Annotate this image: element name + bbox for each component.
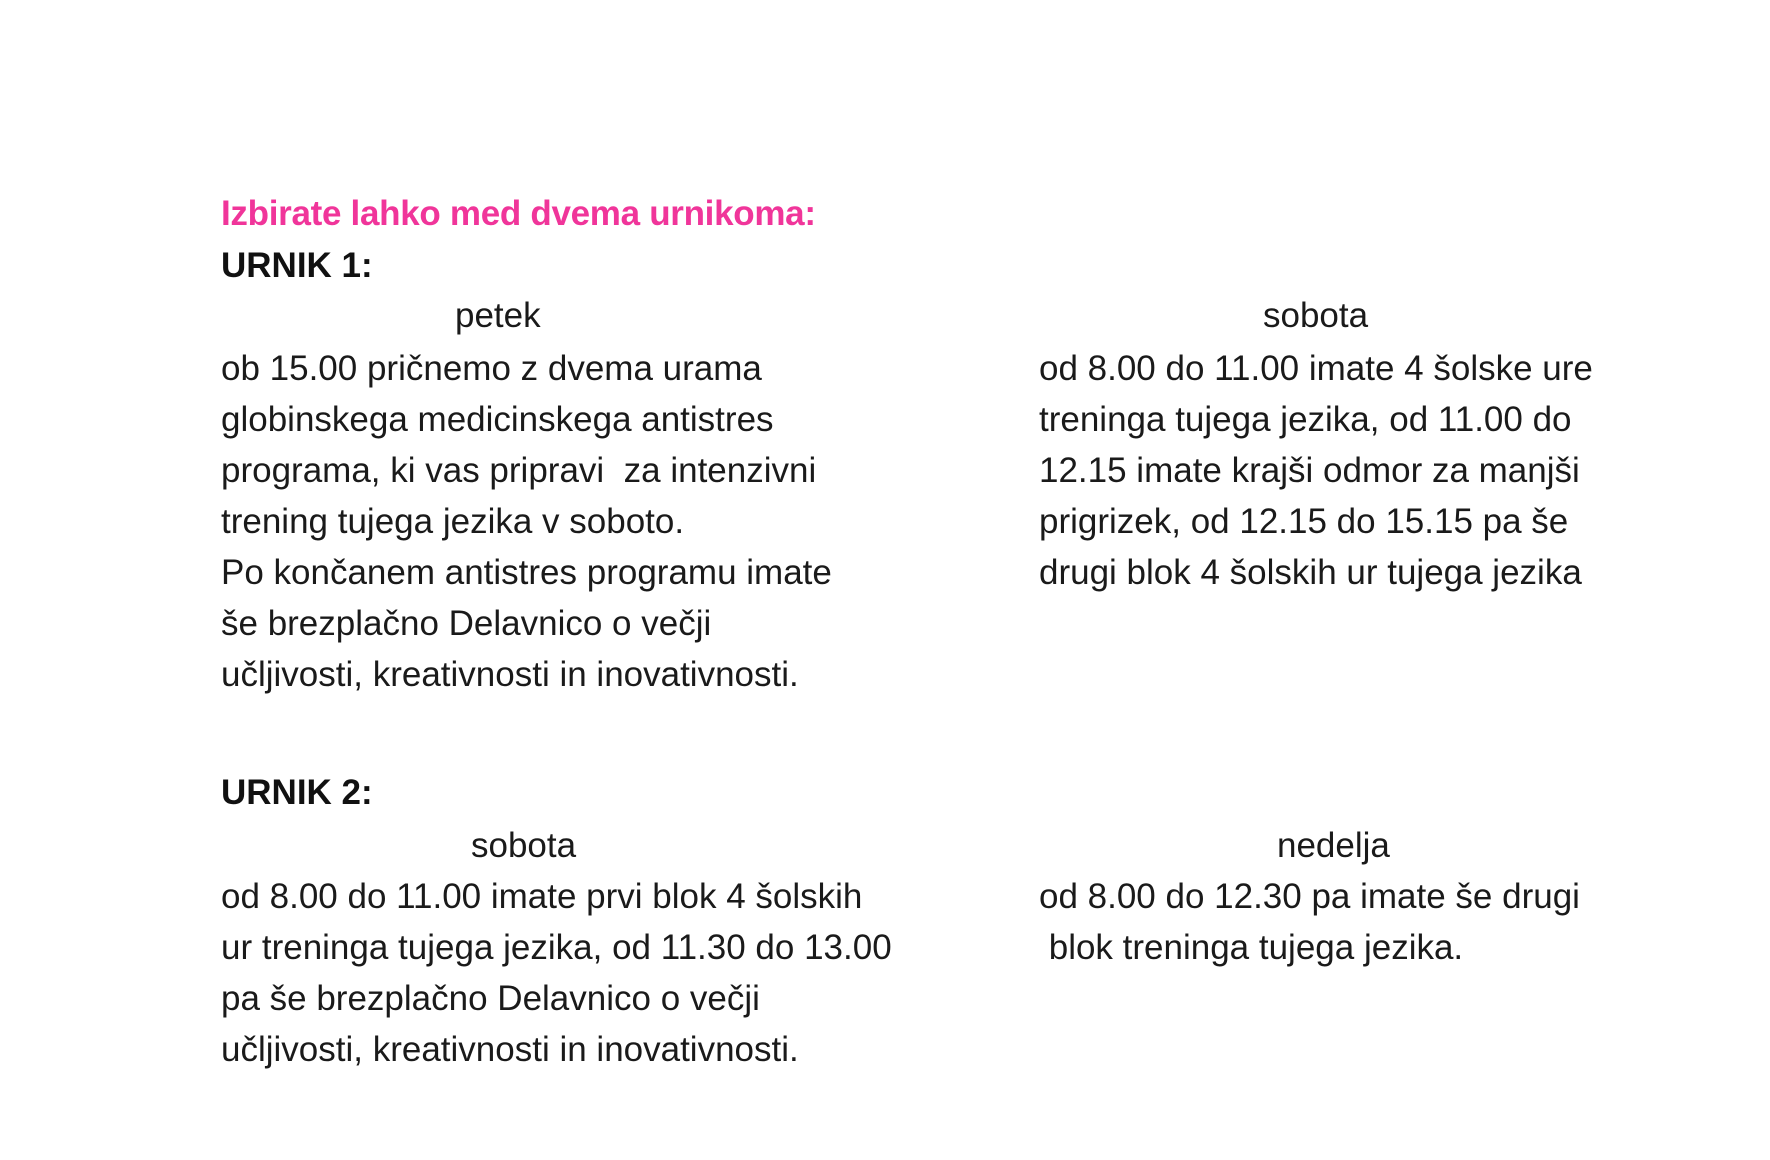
urnik-2-left-text — [221, 871, 892, 1075]
urnik-1-left-text — [221, 343, 832, 700]
text-line: še brezplačno Delavnico o večji — [221, 604, 712, 643]
text-line: ob 15.00 pričnemo z dvema urama — [221, 349, 762, 388]
text-line: učljivosti, kreativnosti in inovativnosti. — [221, 655, 799, 694]
text-line: učljivosti, kreativnosti in inovativnosti. — [221, 1030, 799, 1069]
text-line: globinskega medicinskega antistres — [221, 400, 774, 439]
urnik-1-right-day: sobota — [1263, 296, 1369, 335]
urnik-1-right-text — [1039, 343, 1593, 598]
urnik-2-left-day: sobota — [471, 826, 577, 865]
urnik-2-right-text — [1039, 871, 1580, 973]
text-line: Po končanem antistres programu imate — [221, 553, 832, 592]
text-line: od 8.00 do 12.30 pa imate še drugi — [1039, 877, 1580, 916]
text-line: programa, ki vas pripravi za intenzivni — [221, 451, 817, 490]
text-line: treninga tujega jezika, od 11.00 do — [1039, 400, 1572, 439]
text-line: blok treninga tujega jezika. — [1039, 928, 1464, 967]
text-line: ur treninga tujega jezika, od 11.30 do 13.00 — [221, 928, 892, 967]
text-line: drugi blok 4 šolskih ur tujega jezika — [1039, 553, 1582, 592]
urnik-2-title: URNIK 2: — [221, 773, 373, 812]
text-line: od 8.00 do 11.00 imate prvi blok 4 šolskih — [221, 877, 863, 916]
text-line: pa še brezplačno Delavnico o večji — [221, 979, 760, 1018]
urnik-1-title: URNIK 1: — [221, 246, 373, 285]
intro-heading: Izbirate lahko med dvema urnikoma: — [221, 194, 816, 233]
text-line: prigrizek, od 12.15 do 15.15 pa še — [1039, 502, 1569, 541]
urnik-2-right-day: nedelja — [1277, 826, 1390, 865]
text-line: trening tujega jezika v soboto. — [221, 502, 685, 541]
text-line: od 8.00 do 11.00 imate 4 šolske ure — [1039, 349, 1593, 388]
urnik-1-left-day: petek — [455, 296, 541, 335]
text-line: 12.15 imate krajši odmor za manjši — [1039, 451, 1580, 490]
